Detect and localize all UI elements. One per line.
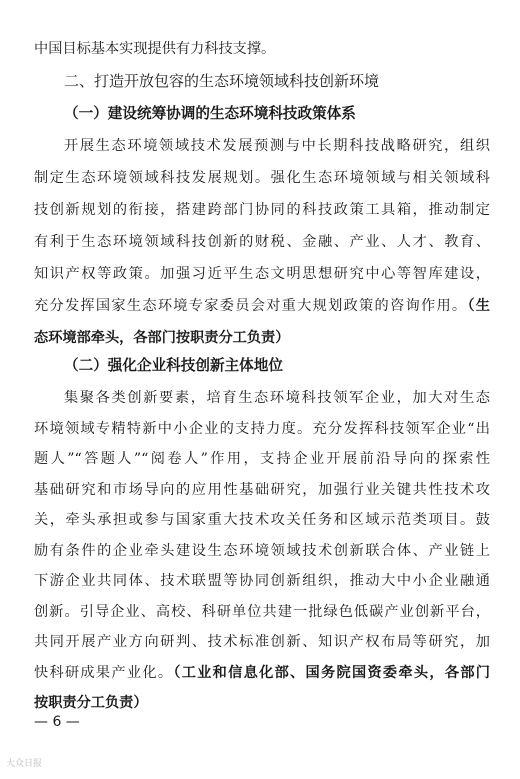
paragraph-line: 有利于生态环境领域科技创新的财税、金融、产业、人才、教育、 [34, 234, 490, 250]
paragraph-line: 知识产权等政策。加强习近平生态文明思想研究中心等智库建设， [34, 266, 490, 282]
paragraph-line: 下游企业共同体、技术联盟等协同创新组织，推动大中小企业融通 [34, 573, 490, 589]
paragraph-line: 中国目标基本实现提供有力科技支撑。 [34, 41, 276, 57]
paragraph-line: 技创新规划的衔接，搭建跨部门协同的科技政策工具箱，推动制定 [34, 202, 490, 218]
section-heading-main: 二、打造开放包容的生态环境领域科技创新环境 [64, 72, 380, 90]
paragraph-line: 按职责分工负责） [34, 695, 148, 711]
paragraph-line: 开展生态环境领域技术发展预测与中长期科技战略研究，组织 [64, 138, 490, 154]
paragraph-line: 励有条件的企业牵头建设生态环境领域技术创新联合体、产业链上 [34, 543, 490, 559]
paragraph-line: 环境领域专精特新中小企业的支持力度。充分发挥科技领军企业“出 [34, 421, 490, 437]
paragraph-line: 快科研成果产业化。（工业和信息化部、国务院国资委牵头，各部门 [34, 665, 490, 681]
subsection-heading-2: （二）强化企业科技创新主体地位 [64, 357, 283, 374]
page-number: — 6 — [34, 714, 80, 730]
paragraph-line: 集聚各类创新要素，培育生态环境科技领军企业，加大对生态 [64, 390, 490, 406]
paragraph-line: 题人”“答题人”“阅卷人”作用，支持企业开展前沿导向的探索性 [34, 451, 490, 467]
paragraph-line: 创新。引导企业、高校、科研单位共建一批绿色低碳产业创新平台， [34, 604, 490, 620]
paragraph-line: 共同开展产业方向研判、技术标准创新、知识产权布局等研究，加 [34, 634, 490, 650]
paragraph-line: 制定生态环境领域科技发展规划。强化生态环境领域与相关领域科 [34, 170, 490, 186]
subsection-heading-1: （一）建设统筹协调的生态环境科技政策体系 [64, 105, 356, 122]
paragraph-line: 关，牵头承担或参与国家重大技术攻关任务和区域示范类项目。鼓 [34, 512, 490, 528]
paragraph-line: 态环境部牵头，各部门按职责分工负责） [34, 330, 290, 346]
paragraph-line: 充分发挥国家生态环境专家委员会对重大规划政策的咨询作用。（生 [34, 298, 490, 314]
watermark-logo: 大众日报 [6, 759, 43, 769]
paragraph-line: 基础研究和市场导向的应用性基础研究，加强行业关键共性技术攻 [34, 482, 490, 498]
